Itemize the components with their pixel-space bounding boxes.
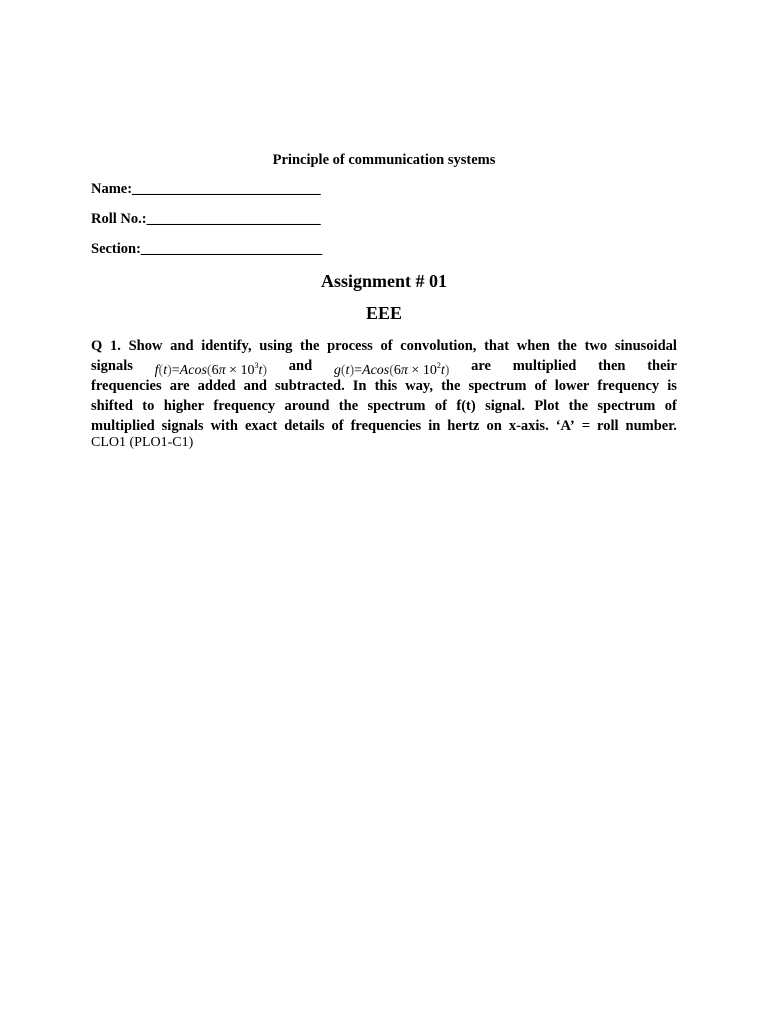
question-word: multiplied (91, 418, 155, 434)
word-signals: signals (91, 358, 133, 374)
question-line-4 (91, 396, 677, 416)
question-word: exact (244, 418, 278, 434)
question-word: x-axis. (508, 418, 549, 434)
question-word: the (568, 398, 589, 414)
question-word: signals (161, 418, 204, 434)
question-word: way, (405, 378, 433, 394)
question-word: when (516, 338, 550, 354)
question-word: added (197, 378, 236, 394)
question-word: the (300, 338, 320, 354)
question-1 (91, 336, 677, 436)
question-word: subtracted. (275, 378, 345, 394)
question-word: number. (625, 418, 677, 434)
department-label: EEE (365, 303, 403, 323)
question-word: around (284, 398, 330, 414)
question-word: process (327, 338, 373, 354)
question-word: hertz (447, 418, 480, 434)
question-word: Plot (534, 398, 560, 414)
question-word: and (170, 338, 194, 354)
question-word: multiplied (512, 358, 577, 374)
question-word: frequency (597, 378, 660, 394)
question-word: lower (554, 378, 590, 394)
question-word: frequency (213, 398, 276, 414)
assignment-title: Assignment # 01 (320, 271, 447, 291)
question-word: the (557, 338, 577, 354)
question-word: spectrum (367, 398, 426, 414)
question-word: the (441, 378, 461, 394)
question-word: Show (128, 338, 163, 354)
question-word: in (428, 418, 441, 434)
question-word: the (338, 398, 359, 414)
question-word: 1. (109, 338, 121, 354)
question-word: are (471, 358, 491, 374)
question-word: on (486, 418, 502, 434)
question-word: this (374, 378, 398, 394)
question-line-2 (91, 356, 677, 376)
question-word: their (647, 358, 677, 374)
question-word: frequencies (350, 418, 422, 434)
question-word: sinusoidal (614, 338, 677, 354)
question-word: of (331, 418, 344, 434)
question-word: of (380, 338, 393, 354)
question-word: signal. (485, 398, 525, 414)
question-word: to (142, 398, 155, 414)
question-word: = (581, 418, 591, 434)
section-field: Section:_________________________ (91, 241, 323, 257)
roll-number-field: Roll No.:________________________ (91, 211, 321, 227)
question-word: convolution, (400, 338, 477, 354)
course-title: Principle of communication systems (272, 152, 496, 168)
word-and: and (288, 358, 313, 374)
clo-label: CLO1 (PLO1-C1) (91, 435, 194, 450)
question-word: roll (597, 418, 619, 434)
question-word: of (664, 398, 677, 414)
question-word: is (667, 378, 677, 394)
question-word: spectrum (468, 378, 527, 394)
equation-f: $f(t)=Acos(6\pi \times 10^3t)$ (154, 361, 268, 378)
name-field: Name:__________________________ (91, 181, 321, 197)
question-word: In (352, 378, 367, 394)
question-word: with (210, 418, 238, 434)
question-word: of (534, 378, 547, 394)
question-word: ‘A’ (555, 418, 575, 434)
question-word: details (284, 418, 325, 434)
equation-g: $g(t)=Acos(6\pi \times 10^2t)$ (333, 361, 450, 378)
question-word: and (243, 378, 267, 394)
question-word: Q (91, 338, 103, 354)
question-word: two (584, 338, 608, 354)
question-line-5 (91, 416, 677, 436)
question-word: identify, (201, 338, 252, 354)
question-word: spectrum (597, 398, 656, 414)
question-word: higher (163, 398, 205, 414)
question-line-1 (91, 336, 677, 356)
question-word: that (484, 338, 510, 354)
question-word: frequencies (91, 378, 162, 394)
question-word: using (259, 338, 293, 354)
question-word: f(t) (456, 398, 476, 414)
question-word: of (434, 398, 447, 414)
question-line-3 (91, 376, 677, 396)
question-word: are (169, 378, 190, 394)
question-word: shifted (91, 398, 133, 414)
question-word: then (598, 358, 626, 374)
